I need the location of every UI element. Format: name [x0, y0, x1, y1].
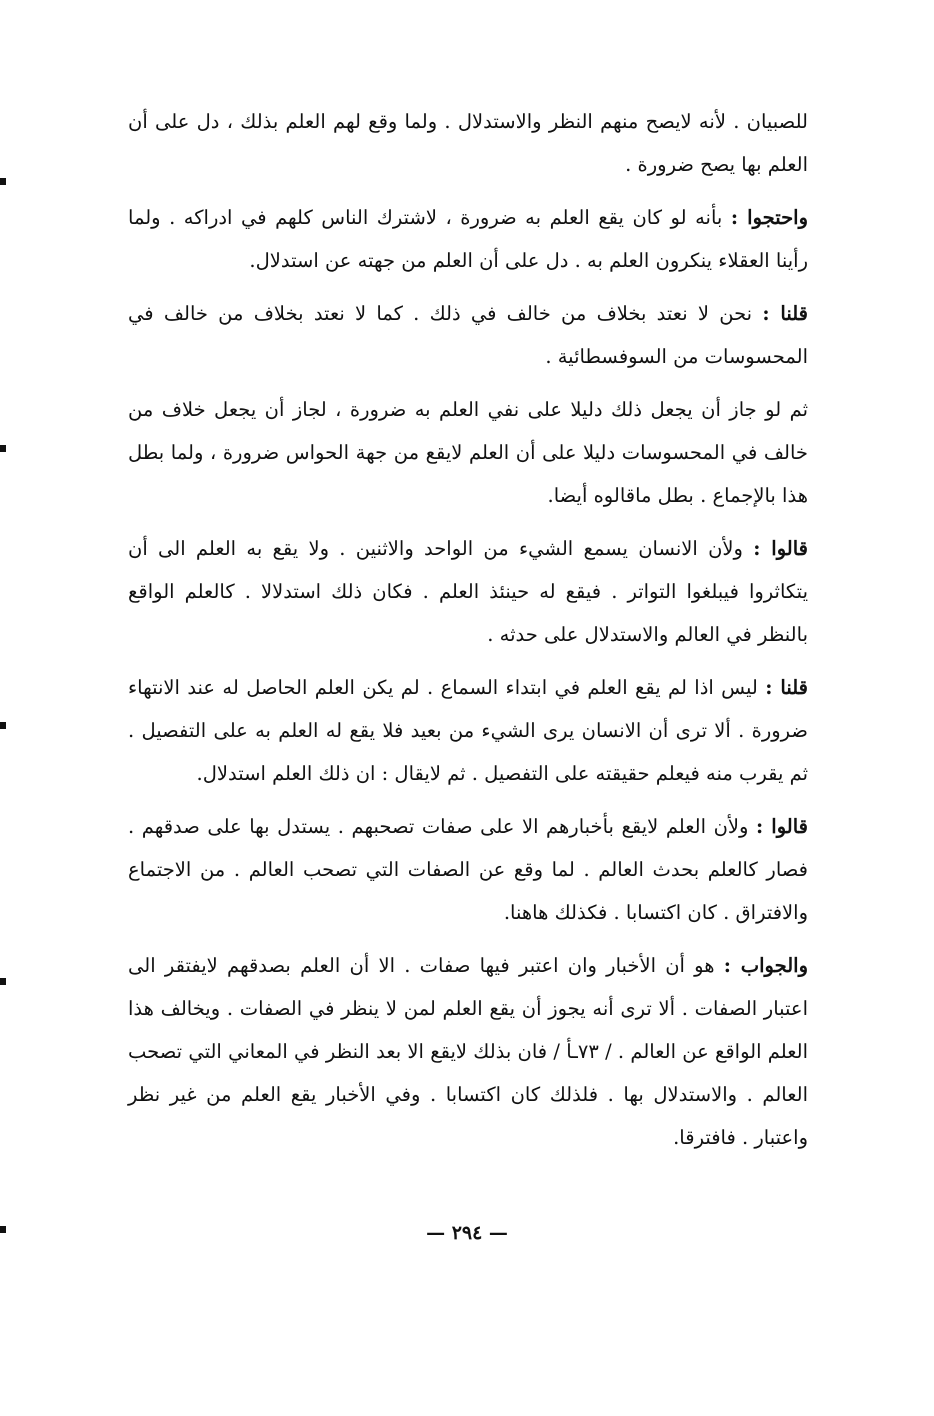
paragraph-1 [128, 100, 808, 186]
paragraph-lead: قلنا : [765, 676, 809, 699]
paragraph-4 [128, 388, 808, 517]
paragraph-3 [128, 292, 808, 378]
page-number: — ٢٩٤ — [426, 1222, 508, 1244]
paragraph-text: هو أن الأخبار وان اعتبر فيها صفات . الا أن العلم بصدقهم لايفتقر الى اعتبار الصفات . ألا ترى أنه يجوز أن يقع العلم لمن لا ينظر في الصفات . ويخالف هذا العلم الواقع عن العالم . / ٧٣ـأ / فان بذلك لايقع الا بعد النظر في المعاني التي تصحب العالم . والاستدلال بها . فلذلك كان اكتسابا . وفي الأخبار يقع العلم من غير نظر واعتبار . فافترقا. [128, 954, 808, 1149]
paragraph-text: نحن لا نعتد بخلاف من خالف في ذلك . كما لا نعتد بخلاف من خالف في المحسوسات من السوفسطائية . [128, 302, 808, 368]
binding-mark [0, 178, 6, 185]
paragraph-text: للصبيان . لأنه لايصح منهم النظر والاستدلال . ولما وقع لهم العلم بذلك ، دل على أن العلم بها يصح ضرورة . [128, 110, 808, 176]
paragraph-8 [128, 944, 808, 1159]
paragraph-6 [128, 666, 808, 795]
paragraph-7 [128, 805, 808, 934]
binding-mark [0, 445, 6, 452]
binding-mark [0, 722, 6, 729]
paragraph-text: ولأن الانسان يسمع الشيء من الواحد والاثنين . ولا يقع به العلم الى أن يتكاثروا فيبلغوا التواتر . فيقع له حينئذ العلم . فكان ذلك استدلالا . كالعلم الواقع بالنظر في العالم والاستدلال على حدثه . [128, 537, 808, 646]
binding-mark [0, 978, 6, 985]
paragraph-lead: قلنا : [762, 302, 808, 325]
paragraph-5 [128, 527, 808, 656]
paragraph-lead: واحتجوا : [730, 206, 808, 229]
paragraph-text: بأنه لو كان يقع العلم به ضرورة ، لاشترك الناس كلهم في ادراكه . ولما رأينا العقلاء ينكرون العلم به . دل على أن العلم من جهته عن استدلال. [128, 206, 808, 272]
body-text [128, 100, 808, 1169]
paragraph-text: ولأن العلم لايقع بأخبارهم الا على صفات تصحبهم . يستدل بها على صدقهم . فصار كالعلم بحدث العالم . لما وقع عن الصفات التي تصحب العالم . من الاجتماع والافتراق . كان اكتسابا . فكذلك هاهنا. [128, 815, 808, 924]
paragraph-lead: قالوا : [753, 537, 808, 560]
paragraph-lead: والجواب : [723, 954, 808, 977]
paragraph-text: ليس اذا لم يقع العلم في ابتداء السماع . لم يكن العلم الحاصل له عند الانتهاء ضرورة . ألا ترى أن الانسان يرى الشيء من بعيد فلا يقع له العلم به على التفصيل . ثم يقرب منه فيعلم حقيقته على التفصيل . ثم لايقال : ان ذلك العلم استدلال. [128, 676, 808, 785]
paragraph-text: ثم لو جاز أن يجعل ذلك دليلا على نفي العلم به ضرورة ، لجاز أن يجعل خلاف من خالف في المحسوسات دليلا على أن العلم لايقع من جهة الحواس ضرورة ، ولما بطل هذا بالإجماع . بطل ماقالوه أيضا. [128, 398, 808, 507]
binding-mark [0, 1226, 6, 1233]
paragraph-2 [128, 196, 808, 282]
paragraph-lead: قالوا : [755, 815, 808, 838]
